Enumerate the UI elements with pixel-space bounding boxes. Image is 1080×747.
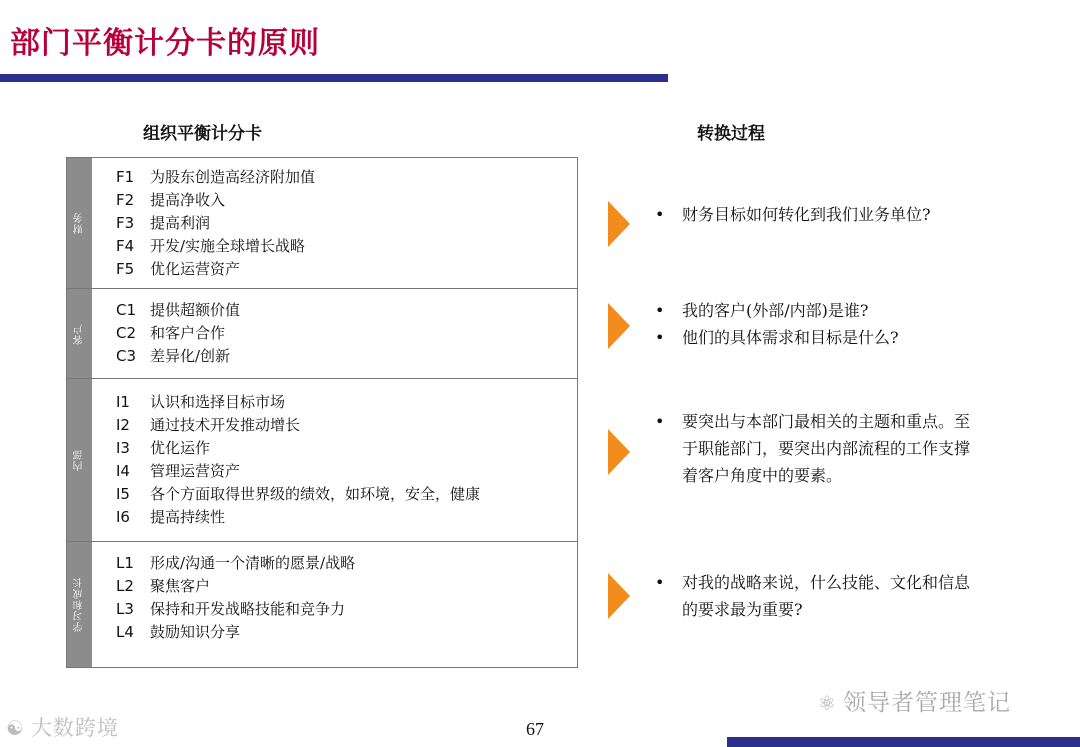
section-learning-growth [67, 541, 577, 667]
section-label: 内部 [67, 379, 92, 541]
arrow-right-icon [608, 429, 630, 475]
list-item: I2 通过技术开发推动增长 [116, 416, 301, 434]
section-items [92, 542, 577, 667]
bullet-item: • 他们的具体需求和目标是什么? [655, 324, 995, 351]
weibo-icon: ☯ [6, 716, 25, 740]
list-item: C3 差异化/创新 [116, 347, 231, 365]
list-item: L1 形成/沟通一个清晰的愿景/战略 [116, 554, 356, 572]
section-label: 学习和成长 [67, 542, 92, 667]
bullet-item: • 我的客户(外部/内部)是谁? [655, 297, 995, 324]
title-underline-bar [0, 74, 668, 82]
arrow-right-icon [608, 303, 630, 349]
section-finance [67, 158, 577, 288]
scorecard-table [66, 157, 578, 668]
transform-learning [655, 569, 985, 623]
section-customer [67, 288, 577, 378]
section-label: 财务 [67, 158, 92, 288]
section-internal [67, 378, 577, 541]
list-item: C2 和客户合作 [116, 324, 226, 342]
list-item: C1 提供超额价值 [116, 301, 241, 319]
bullet-item: • 要突出与本部门最相关的主题和重点。至于职能部门，要突出内部流程的工作支撑着客户角度中的要素。 [655, 408, 975, 489]
arrow-right-icon [608, 573, 630, 619]
list-item: I3 优化运作 [116, 439, 211, 457]
bullet-item: • 对我的战略来说，什么技能、文化和信息的要求最为重要? [655, 569, 985, 623]
transform-process-header: 转换过程 [697, 124, 765, 144]
watermark-left: ☯ 大数跨境 [6, 716, 119, 740]
watermark-right: ⚛ 领导者管理笔记 [818, 690, 1011, 716]
list-item: I1 认识和选择目标市场 [116, 393, 286, 411]
list-item: L4 鼓励知识分享 [116, 623, 241, 641]
bottom-bar [727, 737, 1080, 747]
list-item: L2 聚焦客户 [116, 577, 211, 595]
org-scorecard-header: 组织平衡计分卡 [143, 124, 262, 144]
list-item: F2 提高净收入 [116, 190, 226, 209]
section-label: 客户 [67, 289, 92, 378]
wechat-icon: ⚛ [818, 691, 837, 715]
list-item: F3 提高利润 [116, 213, 211, 232]
section-items [92, 158, 577, 288]
list-item: L3 保持和开发战略技能和竞争力 [116, 600, 346, 618]
section-items [92, 289, 577, 378]
page-number: 67 [526, 719, 544, 739]
list-item: I6 提高持续性 [116, 508, 226, 526]
list-item: I4 管理运营资产 [116, 462, 241, 480]
page-title: 部门平衡计分卡的原则 [10, 26, 320, 61]
list-item: F5 优化运营资产 [116, 259, 241, 278]
arrow-right-icon [608, 201, 630, 247]
list-item: F1 为股东创造高经济附加值 [116, 167, 316, 186]
transform-finance [655, 201, 995, 228]
transform-customer [655, 297, 995, 351]
transform-internal [655, 408, 975, 489]
section-items [92, 379, 577, 541]
list-item: F4 开发/实施全球增长战略 [116, 236, 306, 255]
bullet-item: • 财务目标如何转化到我们业务单位? [655, 201, 995, 228]
list-item: I5 各个方面取得世界级的绩效，如环境，安全，健康 [116, 485, 481, 503]
